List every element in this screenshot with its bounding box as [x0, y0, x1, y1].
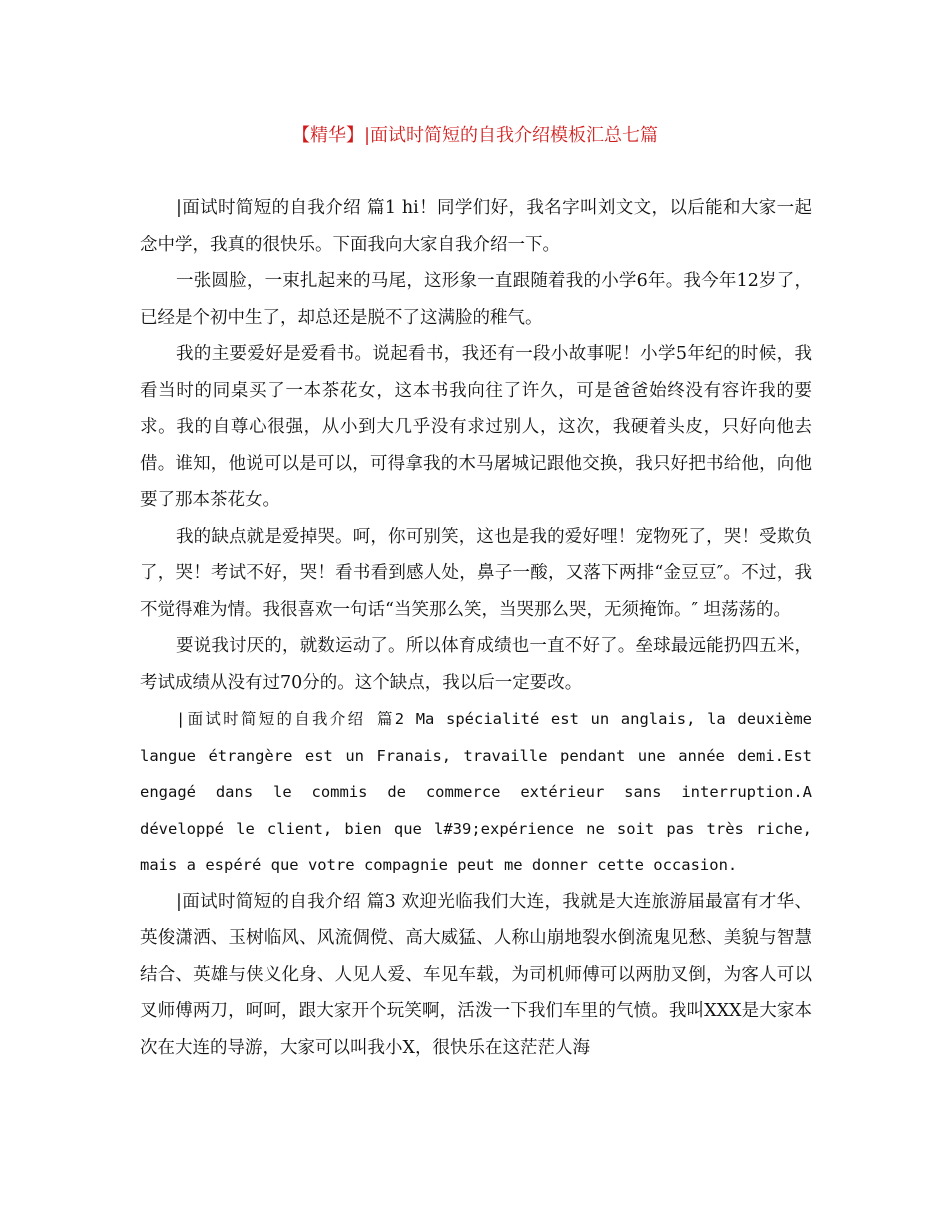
paragraph-weakness: 我的缺点就是爱掉哭。呵，你可别笑，这也是我的爱好哩！宠物死了，哭！受欺负了，哭！考试不好，哭！看书看到感人处，鼻子一酸，又落下两排“金豆豆″。不过，我不觉得难为情。我很喜欢一句话“当笑那么笑，当哭那么哭，无须掩饰。″ 坦荡荡的。	[140, 526, 812, 620]
paragraph-appearance: 一张圆脸，一束扎起来的马尾，这形象一直跟随着我的小学6年。我今年12岁了，已经是个初中生了，却总还是脱不了这满脸的稚气。	[140, 271, 812, 328]
document-title: 【精华】|面试时简短的自我介绍模板汇总七篇	[291, 125, 659, 146]
paragraph-intro-3: |面试时简短的自我介绍 篇3 欢迎光临我们大连，我就是大连旅游届最富有才华、英俊潇洒、玉树临风、风流倜傥、高大威猛、人称山崩地裂水倒流鬼见愁、美貌与智慧结合、英雄与侠义化身、人见人爱、车见车载，为司机师傅可以两肋叉倒，为客人可以叉师傅两刀，呵呵，跟大家开个玩笑啊，活泼一下我们车里的气愤。我叫XXX是大家本次在大连的导游，大家可以叫我小X，很快乐在这茫茫人海	[140, 891, 812, 1058]
document-body	[140, 190, 812, 1066]
paragraph-hobby: 我的主要爱好是爱看书。说起看书，我还有一段小故事呢！小学5年纪的时候，我看当时的同桌买了一本茶花女，这本书我向往了许久，可是爸爸始终没有容许我的要求。我的自尊心很强，从小到大几乎没有求过别人，这次，我硬着头皮，只好向他去借。谁知，他说可以是可以，可得拿我的木马屠城记跟他交换，我只好把书给他，向他要了那本茶花女。	[140, 344, 812, 510]
paragraph-intro-1: |面试时简短的自我介绍 篇1 hi！同学们好，我名字叫刘文文，以后能和大家一起念中学，我真的很快乐。下面我向大家自我介绍一下。	[140, 198, 812, 255]
paragraph-intro-2-french: |面试时简短的自我介绍 篇2 Ma spécialité est un anglais, la deuxième langue étrangère est un Franais, travaille pendant une année demi.Est engagé dans le commis de commerce extérieur sans interruption.A développé le client, bien que l#39;expérience ne soit pas très riche, mais a espéré que votre compagnie peut me donner cette occasion.	[140, 710, 812, 874]
paragraph-dislike: 要说我讨厌的，就数运动了。所以体育成绩也一直不好了。垒球最远能扔四五米，考试成绩从没有过70分的。这个缺点，我以后一定要改。	[140, 636, 812, 693]
